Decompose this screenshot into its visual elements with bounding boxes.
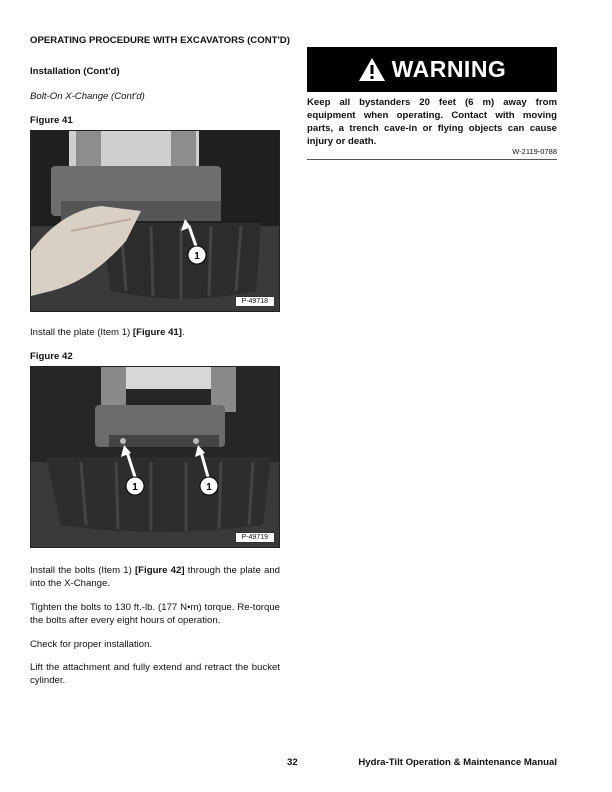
- para-install-bolts: Install the bolts (Item 1) [Figure 42] through the plate and into the X-Change.: [30, 565, 280, 589]
- warning-title: WARNING: [391, 56, 507, 82]
- warning-divider: [307, 159, 557, 160]
- figure-42-callout-a: 1: [132, 482, 138, 493]
- para-lift: Lift the attachment and fully extend and retract the bucket cylinder.: [30, 662, 280, 686]
- warning-code: W-2119-0788: [512, 147, 557, 156]
- para-install-plate: Install the plate (Item 1) [Figure 41].: [30, 327, 185, 338]
- subsubsection-title: Bolt-On X-Change (Cont'd): [30, 91, 145, 102]
- manual-title: Hydra-Tilt Operation & Maintenance Manual: [358, 757, 557, 768]
- figure-42-illustration: [31, 367, 279, 547]
- para-check: Check for proper installation.: [30, 639, 153, 650]
- subsection-title: Installation (Cont'd): [30, 66, 120, 77]
- figure-41-photo: [30, 130, 280, 312]
- figure-42-code: P-49719: [235, 532, 275, 543]
- figure-41-code: P-49718: [235, 296, 275, 307]
- figure-42-label: Figure 42: [30, 351, 73, 362]
- warning-message: Keep all bystanders 20 feet (6 m) away from equipment when operating. Contact with moving parts, a trench cave-in or flying objects can cause injury or death.: [307, 97, 557, 147]
- warning-banner: [307, 47, 557, 92]
- figure-42-callout-b: 1: [206, 482, 212, 493]
- page-number: 32: [287, 757, 298, 768]
- figure-42-photo: [30, 366, 280, 548]
- warning-triangle-icon: [358, 57, 386, 82]
- section-title: OPERATING PROCEDURE WITH EXCAVATORS (CONT'D): [30, 35, 290, 46]
- figure-41-label: Figure 41: [30, 115, 73, 126]
- figure-41-callout: 1: [194, 251, 200, 262]
- para-torque: Tighten the bolts to 130 ft.-lb. (177 N•m) torque. Re-torque the bolts after every eight hours of operation.: [30, 602, 280, 626]
- figure-41-illustration: [31, 131, 279, 311]
